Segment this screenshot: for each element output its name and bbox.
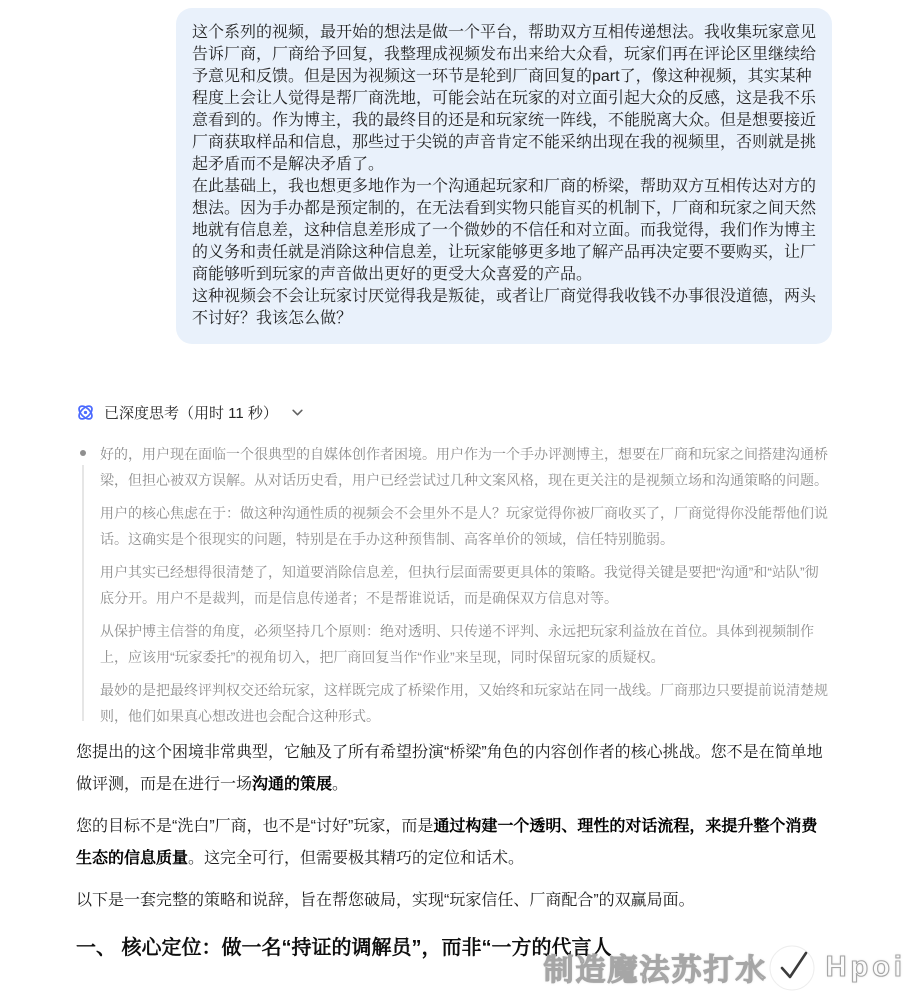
watermark-en-text: Hpoi — [825, 950, 906, 983]
thinking-paragraph: 用户其实已经想得很清楚了，知道要消除信息差，但执行层面需要更具体的策略。我觉得关键是要把“沟通”和“站队”彻底分开。用户不是裁判，而是信息传递者；不是帮谁说话，而是确保双方信息对等。 — [100, 564, 819, 606]
thinking-toggle-label: 已深度思考（用时 11 秒） — [104, 405, 278, 422]
thinking-text — [100, 441, 832, 729]
thinking-paragraph: 最妙的是把最终评判权交还给玩家，这样既完成了桥梁作用，又始终和玩家站在同一战线。厂商那边只要提前说清楚规则，他们如果真心想改进也会配合这种形式。 — [100, 682, 828, 724]
response-paragraph: 您的目标不是“洗白”厂商，也不是“讨好”玩家，而是通过构建一个透明、理性的对话流程，来提升整个消费生态的信息质量。这完全可行，但需要极其精巧的定位和话术。 — [76, 818, 818, 867]
user-message-row — [76, 0, 832, 344]
thinking-paragraph: 用户的核心焦虑在于：做这种沟通性质的视频会不会里外不是人？玩家觉得你被厂商收买了，厂商觉得你没能帮他们说话。这确实是个很现实的问题，特别是在手办这种预售制、高客单价的领域，信任特别脆弱。 — [100, 505, 828, 547]
thinking-rail-line — [82, 465, 84, 721]
thinking-paragraph: 从保护博主信誉的角度，必须坚持几个原则：绝对透明、只传递不评判、永远把玩家利益放在首位。具体到视频制作上，应该用“玩家委托”的视角切入，把厂商回复当作“作业”来呈现，同时保留玩家的质疑权。 — [100, 623, 814, 665]
thinking-content-block — [76, 441, 832, 729]
user-message-bubble — [176, 8, 832, 344]
user-message-paragraph: 在此基础上，我也想更多地作为一个沟通起玩家和厂商的桥梁，帮助双方互相传达对方的想法。因为手办都是预定制的，在无法看到实物只能盲买的机制下，厂商和玩家之间天然地就有信息差，这种信息差形成了一个微妙的不信任和对立面。而我觉得，我们作为博主的义务和责任就是消除这种信息差，让玩家能够更多地了解产品再决定要不要购买，让厂商能够听到玩家的声音做出更好的更受大众喜爱的产品。 — [192, 178, 817, 283]
chat-column — [76, 0, 832, 963]
user-message-paragraph: 这种视频会不会让玩家讨厌觉得我是叛徒，或者让厂商觉得我收钱不办事很没道德，两头不讨好？我该怎么做？ — [192, 288, 817, 327]
chevron-down-icon — [291, 406, 304, 419]
response-paragraph: 以下是一套完整的策略和说辞，旨在帮您破局，实现“玩家信任、厂商配合”的双赢局面。 — [76, 892, 695, 909]
user-message-paragraph: 这个系列的视频，最开始的想法是做一个平台，帮助双方互相传递想法。我收集玩家意见告诉厂商，厂商给予回复，我整理成视频发布出来给大众看，玩家们再在评论区里继续给予意见和反馈。但是因为视频这一环节是轮到厂商回复的part了，像这种视频，其实某种程度上会让人觉得是帮厂商洗地，可能会站在玩家的对立面引起大众的反感，这是我不乐意看到的。作为博主，我的最终目的还是和玩家统一阵线，不能脱离大众。但是想要接近厂商获取样品和信息，那些过于尖锐的声音肯定不能采纳出现在我的视频里，否则就是挑起矛盾而不是解决矛盾了。 — [192, 24, 817, 173]
thinking-paragraph: 好的，用户现在面临一个很典型的自媒体创作者困境。用户作为一个手办评测博主，想要在厂商和玩家之间搭建沟通桥梁，但担心被双方误解。从对话历史看，用户已经尝试过几种文案风格，现在更关注的是视频立场和沟通策略的问题。 — [100, 446, 828, 488]
assistant-response — [76, 737, 832, 963]
bullet-dot-icon — [80, 450, 86, 456]
thinking-rail — [76, 441, 92, 729]
watermark-cn-text: 制造魔法苏打水 — [543, 954, 768, 987]
thinking-toggle[interactable] — [76, 402, 304, 423]
section-heading: 一、 核心定位：做一名“持证的调解员”，而非“一方的代言人 — [76, 937, 612, 959]
response-paragraph: 您提出的这个困境非常典型，它触及了所有希望扮演“桥梁”角色的内容创作者的核心挑战。您不是在简单地做评测，而是在进行一场沟通的策展。 — [76, 744, 823, 793]
deepthink-atom-icon — [76, 403, 95, 422]
